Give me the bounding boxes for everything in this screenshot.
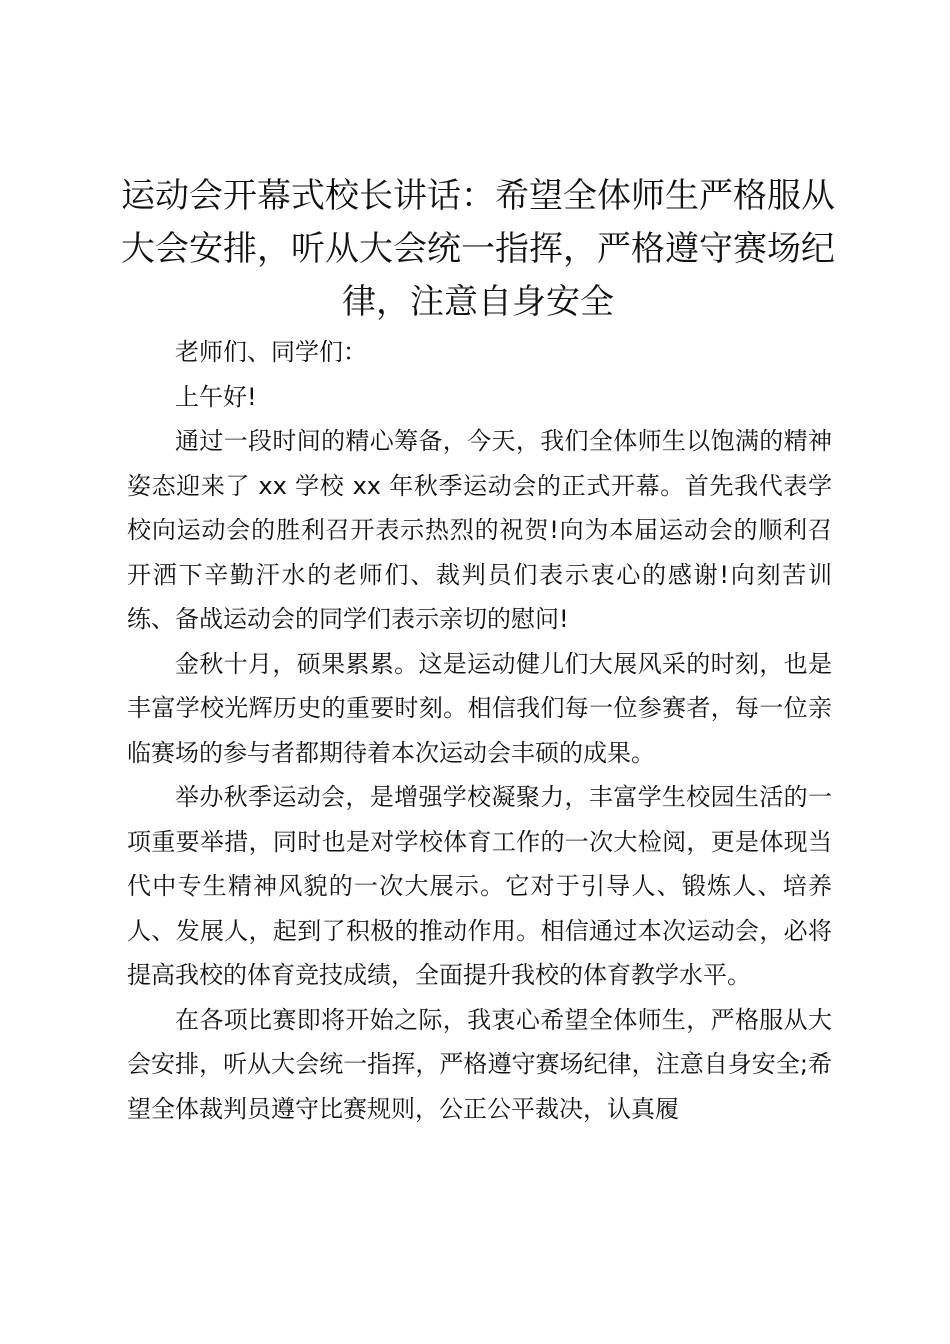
body-paragraph: 金秋十月，硕果累累。这是运动健儿们大展风采的时刻，也是丰富学校光辉历史的重要时刻。相信我们每一位参赛者，每一位亲临赛场的参与者都期待着本次运动会丰硕的成果。 xyxy=(127,649,832,767)
document-body xyxy=(127,330,832,1131)
salutation: 老师们、同学们： xyxy=(175,338,367,366)
body-paragraph: 举办秋季运动会，是增强学校凝聚力，丰富学生校园生活的一项重要举措，同时也是对学校体育工作的一次大检阅，更是体现当代中专生精神风貌的一次大展示。它对于引导人、锻炼人、培养人、发展人，起到了积极的推动作用。相信通过本次运动会，必将提高我校的体育竞技成绩，全面提升我校的体育教学水平。 xyxy=(127,783,832,989)
body-paragraph: 在各项比赛即将开始之际，我衷心希望全体师生，严格服从大会安排，听从大会统一指挥，严格遵守赛场纪律，注意自身安全;希望全体裁判员遵守比赛规则，公正公平裁决，认真履 xyxy=(127,1005,832,1123)
greeting: 上午好! xyxy=(175,382,257,411)
body-paragraph: 通过一段时间的精心筹备，今天，我们全体师生以饱满的精神姿态迎来了 xx 学校 xx 年秋季运动会的正式开幕。首先我代表学校向运动会的胜利召开表示热烈的祝贺!向为本届运动会的顺利召开洒下辛勤汗水的老师们、裁判员们表示衷心的感谢!向刻苦训练、备战运动会的同学们表示亲切的慰问! xyxy=(127,427,832,633)
document-title: 运动会开幕式校长讲话：希望全体师生严格服从大会安排，听从大会统一指挥，严格遵守赛场纪律，注意自身安全 xyxy=(121,176,835,322)
